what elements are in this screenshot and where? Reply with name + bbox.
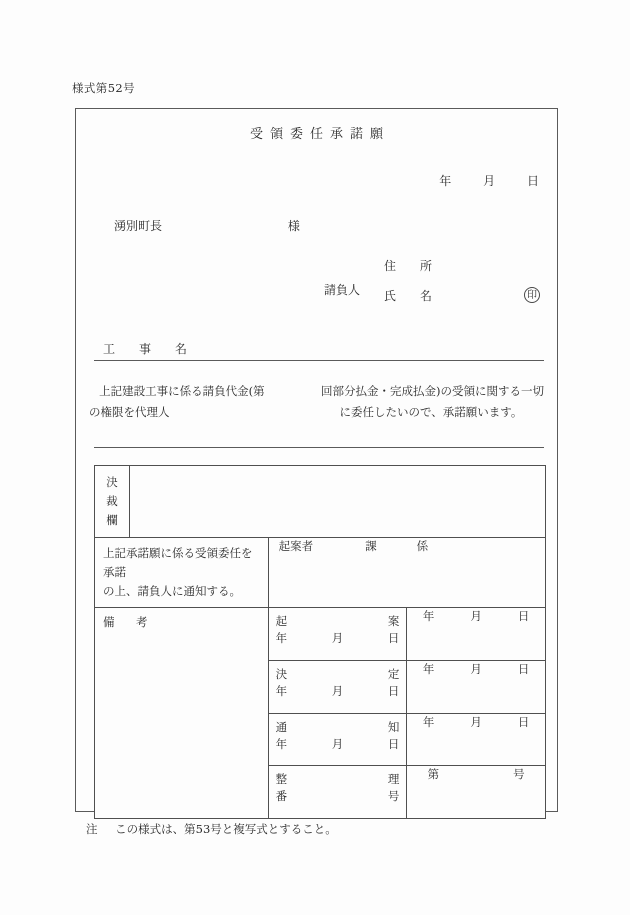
kettei-label-top-left: 決 (275, 666, 288, 681)
contractor-address-label: 住 所 (384, 259, 439, 273)
date-year-label: 年 (439, 174, 452, 188)
kettei-label-year: 年 (275, 683, 288, 698)
tsuchi-date-value (407, 714, 545, 730)
seiri-label-top-right: 理 (387, 772, 400, 787)
drafter-label: 起案者 (278, 539, 314, 553)
footer-note-text: この様式は、第53号と複写式とすること。 (115, 822, 337, 836)
form-frame (75, 108, 558, 812)
footer-note (86, 821, 337, 837)
seiri-label-bottom-left: 番 (275, 789, 288, 804)
contractor-address-row (384, 257, 542, 287)
kian-value-day: 日 (517, 609, 530, 623)
body-line1-part-b: 回部分払金・完成払金)の受領に関する一切 (321, 384, 544, 398)
kian-label-year: 年 (275, 631, 288, 645)
remarks-cell[interactable] (95, 608, 269, 819)
body-line2-part-b: に委任したいので、承諾願います。 (339, 405, 523, 419)
kettei-value-year: 年 (422, 661, 435, 676)
kettei-value-month: 月 (470, 661, 482, 676)
date-month-label: 月 (483, 174, 496, 188)
seiri-value-prefix: 第 (427, 767, 440, 782)
kettei-date-label-cell (268, 660, 407, 713)
kian-date-value-cell[interactable] (407, 608, 546, 661)
addressee-name: 湧別町長 (114, 219, 163, 233)
kessai-char-1: 決 (106, 475, 118, 489)
seiri-number-value (407, 766, 545, 782)
kettei-date-value-cell[interactable] (407, 660, 546, 713)
approval-table (94, 465, 546, 819)
tsuchi-value-year: 年 (422, 714, 435, 729)
notice-text-cell (95, 538, 269, 608)
table-row-notice (95, 538, 546, 608)
kian-label-top-right: 案 (387, 614, 400, 628)
kian-label-month: 月 (331, 631, 344, 645)
table-row-kessai (95, 466, 546, 538)
drafter-row (269, 538, 545, 554)
tsuchi-date-value-cell[interactable] (407, 713, 546, 766)
seal-icon: 印 (524, 287, 540, 303)
tsuchi-label-top-left: 通 (275, 719, 288, 734)
contractor-name-label: 氏 名 (384, 289, 439, 303)
seiri-value-suffix: 号 (513, 767, 525, 782)
addressee-honorific: 様 (287, 219, 300, 233)
seiri-number-label (269, 766, 407, 810)
kettei-date-value (407, 661, 545, 677)
kian-label-top-left: 起 (275, 614, 288, 628)
tsuchi-value-day: 日 (517, 714, 530, 729)
body-line2-part-a: の権限を代理人 (89, 405, 170, 419)
kian-date-label-cell (268, 608, 407, 661)
kessai-label-cell (95, 466, 130, 538)
kian-date-label (269, 608, 407, 652)
notice-text-line-2: の上、請負人に通知する。 (103, 584, 241, 598)
date-line (439, 172, 539, 189)
section-divider (94, 447, 544, 448)
notice-text (95, 538, 268, 607)
notice-text-line-1: 上記承諾願に係る受領委任を承諾 (103, 546, 253, 579)
contractor-name-row (384, 287, 542, 317)
addressee (114, 217, 300, 234)
footer-note-mark: 注 (86, 822, 98, 836)
kettei-value-day: 日 (517, 661, 530, 676)
kettei-label-day: 日 (387, 683, 400, 698)
table-row-kian-date (95, 608, 546, 661)
tsuchi-label-day: 日 (387, 736, 400, 751)
kessai-char-3: 欄 (106, 513, 118, 527)
seiri-number-value-cell[interactable] (407, 766, 546, 819)
kian-date-value (407, 608, 545, 624)
remarks-label: 備 考 (103, 615, 153, 629)
kettei-date-label (269, 661, 407, 705)
contractor-fields (384, 257, 542, 317)
body-line-1 (89, 381, 544, 402)
drafter-section-label: 課 (365, 539, 377, 553)
body-paragraph (89, 381, 544, 423)
tsuchi-date-label-cell (268, 713, 407, 766)
construction-name-row (94, 340, 544, 361)
tsuchi-label-month: 月 (331, 736, 344, 751)
kian-label-day: 日 (387, 631, 400, 645)
page-title: 受領委任承諾願 (249, 127, 390, 142)
seiri-label-top-left: 整 (275, 772, 288, 787)
kessai-label (95, 466, 129, 537)
date-day-label: 日 (526, 174, 539, 188)
kessai-char-2: 裁 (106, 494, 118, 508)
kian-value-year: 年 (422, 609, 435, 623)
body-line1-part-a: 上記建設工事に係る請負代金(第 (99, 384, 265, 398)
seiri-label-bottom-right: 号 (387, 789, 400, 804)
body-line-2 (89, 402, 544, 423)
contractor-label: 請負人 (324, 283, 361, 297)
kettei-label-top-right: 定 (387, 666, 400, 681)
tsuchi-label-year: 年 (275, 736, 288, 751)
tsuchi-label-top-right: 知 (387, 719, 400, 734)
drafter-subsection-label: 係 (416, 539, 429, 553)
tsuchi-date-label (269, 714, 407, 758)
drafter-cell (268, 538, 545, 608)
kettei-label-month: 月 (331, 683, 344, 698)
kian-value-month: 月 (470, 609, 482, 623)
tsuchi-value-month: 月 (470, 714, 482, 729)
construction-name-label: 工 事 名 (103, 342, 194, 356)
seiri-number-label-cell (268, 766, 407, 819)
kessai-signature-area[interactable] (130, 466, 546, 538)
form-number: 様式第52号 (72, 81, 136, 95)
